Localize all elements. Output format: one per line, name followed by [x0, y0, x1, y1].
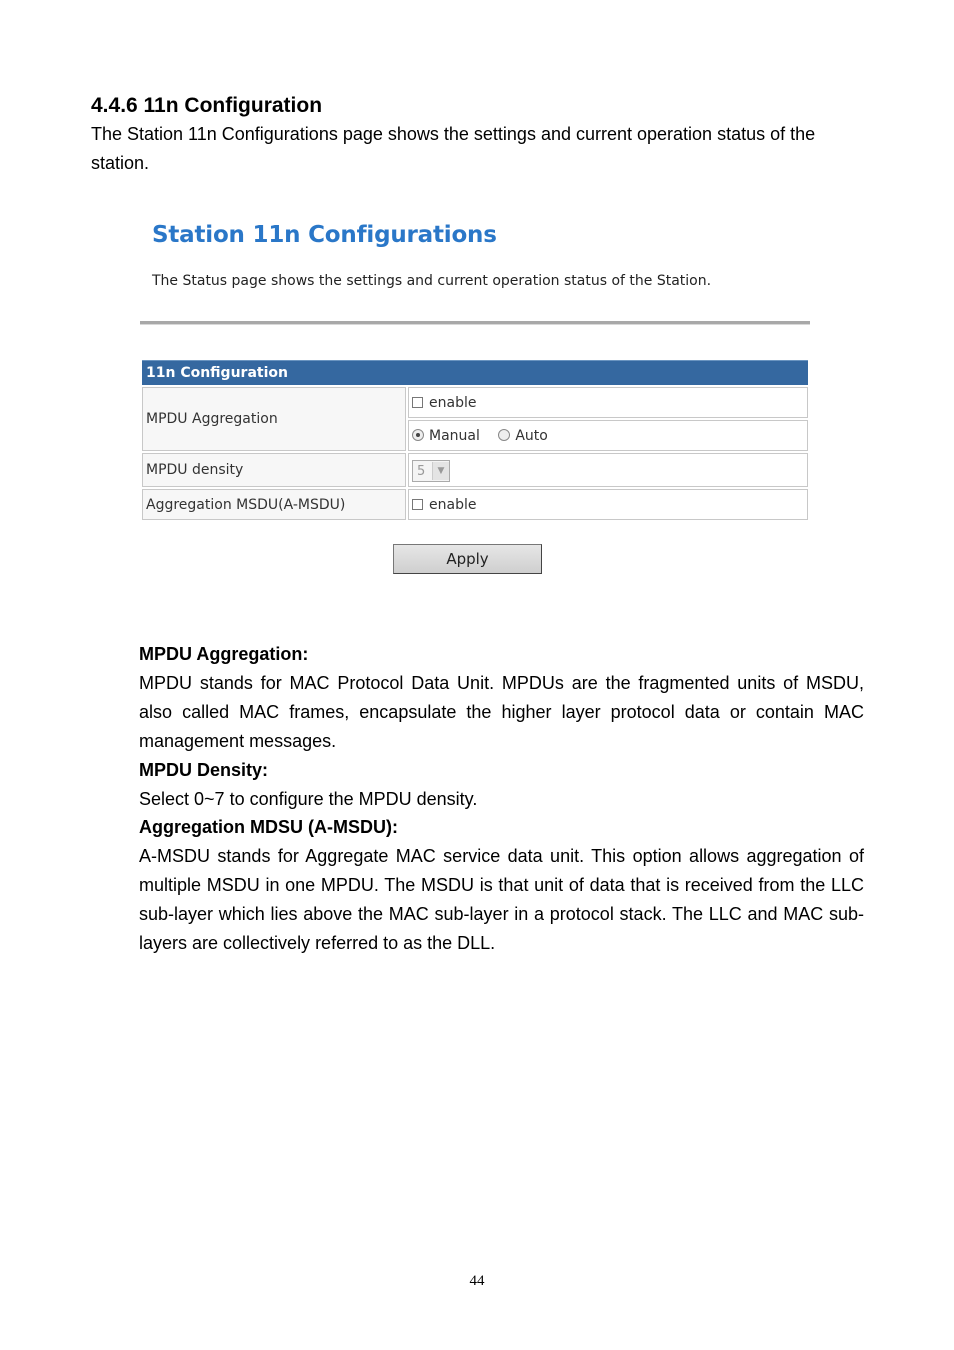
amsdu-enable-cell — [408, 489, 808, 520]
table-row — [142, 387, 808, 418]
description-body: MPDU stands for MAC Protocol Data Unit. MPDUs are the fragmented units of MSDU, also called MAC frames, encapsulate the higher layer protocol data or contain MAC management messages. — [139, 673, 864, 751]
config-table — [140, 358, 810, 522]
auto-radio[interactable] — [498, 428, 548, 444]
ui-page-title: Station 11n Configurations — [152, 222, 497, 248]
mpdu-density-label: MPDU density — [142, 453, 406, 487]
description-heading: MPDU Aggregation: — [139, 644, 309, 664]
mpdu-aggregation-mode-cell — [408, 420, 808, 451]
table-row — [142, 489, 808, 520]
radio-icon — [498, 429, 510, 441]
ui-page-description: The Status page shows the settings and current operation status of the Station. — [152, 273, 712, 289]
manual-radio-label: Manual — [429, 427, 480, 444]
mpdu-aggregation-enable-cell — [408, 387, 808, 418]
divider — [140, 321, 810, 325]
chevron-down-icon: ▼ — [432, 462, 449, 480]
intro-paragraph: The Station 11n Configurations page shows the settings and current operation status of the station. — [91, 124, 816, 173]
amsdu-enable-label: enable — [429, 496, 477, 513]
description-body: A-MSDU stands for Aggregate MAC service data unit. This option allows aggregation of multiple MSDU in one MPDU. The MSDU is that unit of data that is received from the LLC sub-layer which lies above the MAC sub-layer in a protocol stack. The LLC and MAC sub-layers are collectively referred to as the DLL. — [139, 846, 864, 953]
mpdu-aggregation-enable-label: enable — [429, 394, 477, 411]
apply-button[interactable]: Apply — [393, 544, 542, 574]
table-row — [142, 453, 808, 487]
manual-radio[interactable] — [412, 428, 484, 444]
mpdu-aggregation-label: MPDU Aggregation — [142, 387, 406, 451]
radio-selected-icon — [412, 429, 424, 441]
mpdu-density-cell — [408, 453, 808, 487]
description-mpdu-density — [139, 756, 864, 814]
description-body: Select 0~7 to configure the MPDU density. — [139, 789, 478, 809]
description-heading: Aggregation MDSU (A-MSDU): — [139, 817, 398, 837]
section-heading: 4.4.6 11n Configuration — [91, 94, 323, 117]
config-table-header: 11n Configuration — [142, 360, 808, 385]
mpdu-density-select[interactable] — [412, 460, 450, 482]
page-number: 44 — [469, 1273, 485, 1289]
config-table-header-row — [142, 360, 808, 385]
description-amsdu — [139, 813, 864, 958]
description-heading: MPDU Density: — [139, 760, 269, 780]
checkbox-icon — [412, 397, 423, 408]
checkbox-icon — [412, 499, 423, 510]
amsdu-label: Aggregation MSDU(A-MSDU) — [142, 489, 406, 520]
description-mpdu-aggregation — [139, 640, 864, 756]
mpdu-aggregation-enable-checkbox[interactable] — [412, 395, 476, 411]
mpdu-density-value: 5 — [417, 463, 426, 479]
auto-radio-label: Auto — [515, 427, 548, 444]
amsdu-enable-checkbox[interactable] — [412, 497, 476, 513]
